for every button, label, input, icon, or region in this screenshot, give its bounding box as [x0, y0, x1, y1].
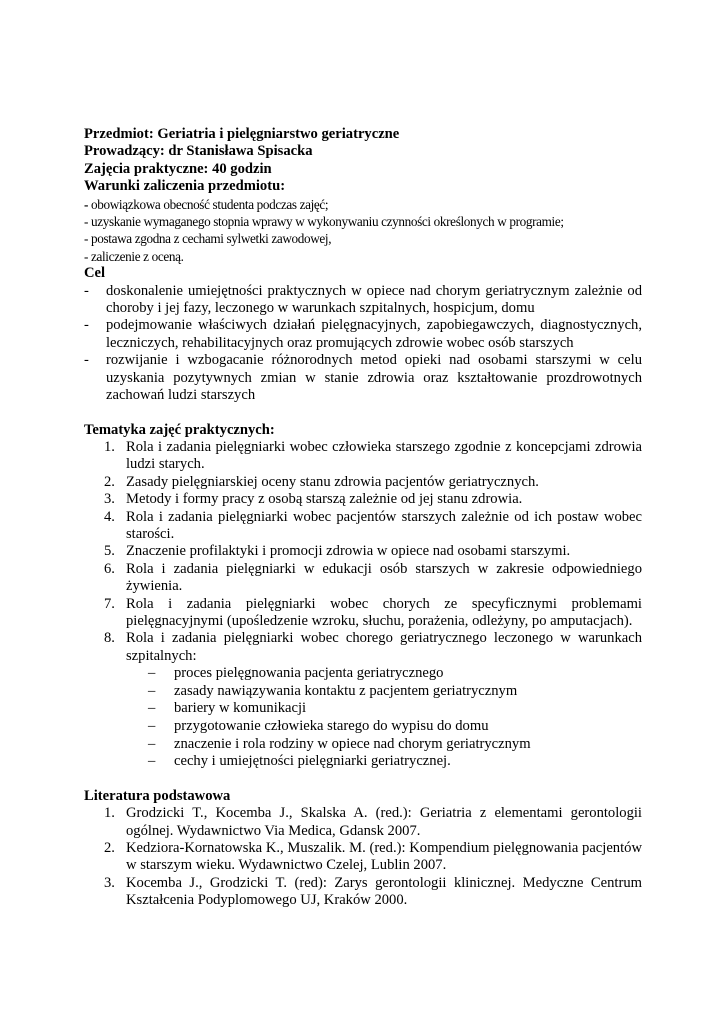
- literature-list: [84, 805, 642, 909]
- topic-item: 3. Metody i formy pracy z osobą starszą zależnie od jej stanu zdrowia.: [104, 491, 523, 508]
- literature-item: 3. Kocemba J., Grodzicki T. (red): Zarys gerontologii klinicznej. Medyczne Centrum Kształcenia Podyplomowego UJ, Kraków 2000.: [104, 874, 642, 909]
- goal-heading: Cel: [84, 265, 106, 282]
- literature-item: 1. Grodzicki T., Kocemba J., Skalska A. (red.): Geriatria z elementami gerontologii ogólnej. Wydawnictwo Via Medica, Gdansk 2007.: [104, 805, 642, 839]
- topic-item: 7. Rola i zadania pielęgniarki wobec chorych ze specyficznymi problemami pielęgnacyjnymi (upośledzenie wzroku, słuchu, porażenia, odleżyny, po amputacjach).: [104, 595, 642, 629]
- conditions-heading: Warunki zaliczenia przedmiotu:: [84, 178, 286, 195]
- condition-item: - zaliczenie z oceną.: [84, 248, 184, 264]
- condition-item: - obowiązkowa obecność studenta podczas zajęć;: [84, 196, 329, 212]
- hours-heading: Zajęcia praktyczne: 40 godzin: [84, 160, 272, 177]
- literature-heading: Literatura podstawowa: [84, 787, 231, 804]
- topic-item: 1. Rola i zadania pielęgniarki wobec człowieka starszego zgodnie z koncepcjami zdrowia ludzi starych.: [104, 438, 642, 473]
- topics-list: [84, 439, 642, 665]
- topic-subitem: – znaczenie i rola rodziny w opiece nad chorym geriatrycznym: [148, 735, 531, 752]
- condition-item: - postawa zgodna z cechami sylwetki zawodowej,: [84, 231, 332, 247]
- topic-item: 5. Znaczenie profilaktyki i promocji zdrowia w opiece nad osobami starszymi.: [104, 543, 571, 560]
- topic-item: 8. Rola i zadania pielęgniarki wobec chorego geriatrycznego leczonego w warunkach szpitalnych:: [104, 630, 642, 664]
- topic-subitem: – proces pielęgnowania pacjenta geriatrycznego: [148, 665, 444, 682]
- topic-item: 2. Zasady pielęgniarskiej oceny stanu zdrowia pacjentów geriatrycznych.: [104, 473, 539, 490]
- goal-item: - rozwijanie i wzbogacanie różnorodnych metod opieki nad osobami starszymi w celu uzyskania pozytywnych zmian w stanie zdrowia oraz kształtowanie prozdrowotnych zachowań ludzi starszych: [84, 352, 642, 404]
- condition-item: - uzyskanie wymaganego stopnia wprawy w wykonywaniu czynności określonych w programie;: [84, 214, 564, 230]
- topic-item: 6. Rola i zadania pielęgniarki w edukacji osób starszych w zakresie odpowiedniego żywienia.: [104, 560, 642, 595]
- topic-subitem: – bariery w komunikacji: [148, 700, 307, 717]
- subject-heading: Przedmiot: Geriatria i pielęgniarstwo geriatryczne: [84, 126, 400, 142]
- topic-subitems: [84, 665, 642, 771]
- goal-list: [84, 283, 642, 405]
- topics-heading: Tematyka zajęć praktycznych:: [84, 421, 275, 438]
- topic-subitem: – zasady nawiązywania kontaktu z pacjentem geriatrycznym: [148, 682, 518, 699]
- topic-subitem: – cechy i umiejętności pielęgniarki geriatrycznej.: [148, 753, 451, 770]
- topic-subitem: – przygotowanie człowieka starego do wypisu do domu: [148, 717, 489, 734]
- goal-item: - podejmowanie właściwych działań pielęgnacyjnych, zapobiegawczych, diagnostycznych, leczniczych, rehabilitacyjnych oraz promujących zdrowie wobec osób starszych: [84, 317, 642, 351]
- document-page: [84, 126, 642, 910]
- goal-item: - doskonalenie umiejętności praktycznych w opiece nad chorym geriatrycznym zależnie od choroby i jej fazy, leczonego w warunkach szpitalnych, hospicjum, domu: [84, 282, 642, 317]
- topic-item: 4. Rola i zadania pielęgniarki wobec pacjentów starszych zależnie od ich postaw wobec starości.: [104, 508, 642, 542]
- literature-item: 2. Kedziora-Kornatowska K., Muszalik. M. (red.): Kompendium pielęgnowania pacjentów w starszym wieku. Wydawnictwo Czelej, Lublin 2007.: [104, 839, 642, 874]
- lecturer-heading: Prowadzący: dr Stanisława Spisacka: [84, 143, 313, 160]
